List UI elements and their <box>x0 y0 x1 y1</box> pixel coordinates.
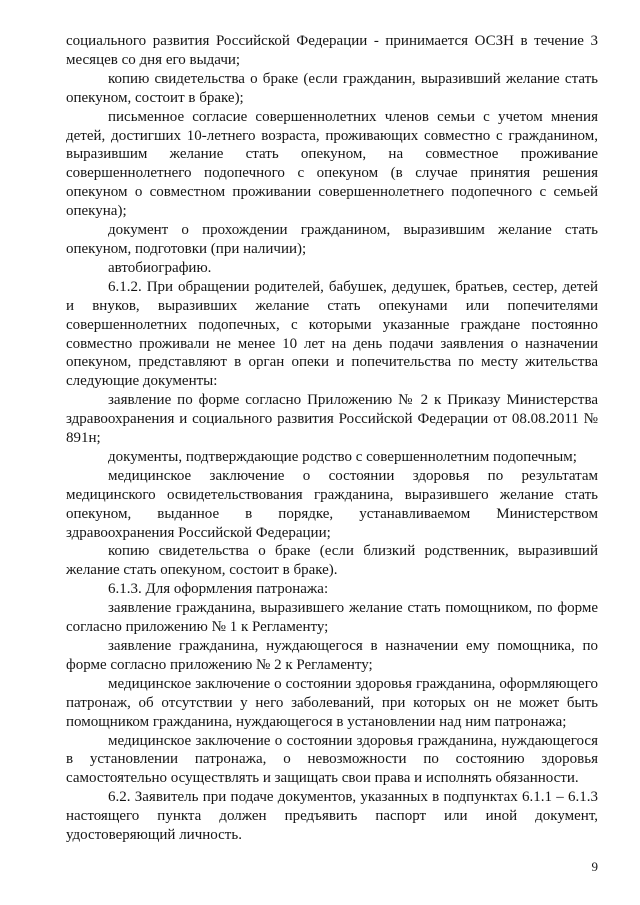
page-number: 9 <box>591 859 598 874</box>
paragraph-kinship-documents: документы, подтверждающие родство с совершеннолетним подопечным; <box>108 448 577 465</box>
paragraph-osszn-term: социального развития Российской Федерации - принимается ОСЗН в течение 3 месяцев со дня его выдачи; <box>66 33 598 68</box>
paragraph-relative-marriage-certificate: копию свидетельства о браке (если близкий родственник, выразивший желание стать опекуном, состоит в браке). <box>66 543 598 579</box>
paragraph-medical-certificate: медицинское заключение о состоянии здоровья по результатам медицинского освидетельствования гражданина, выразившего желание стать опекуном, выданное в порядке, устанавливаемом Министерством здравоохранения Российской Федерации; <box>66 467 598 541</box>
paragraph-family-consent: письменное согласие совершеннолетних членов семьи с учетом мнения детей, достигших 10-летнего возраста, проживающих совместно с гражданином, выразившим желание стать опекуном, на совместное проживание совершеннолетнего подопечного с опекуном (в случае принятия решения опекуном о совместном проживании совершеннолетнего подопечного с семьей опекуна); <box>66 108 598 220</box>
paragraph-ward-application: заявление гражданина, нуждающегося в назначении ему помощника, по форме согласно приложению № 2 к Регламенту; <box>66 638 598 673</box>
paragraph-training-document: документ о прохождении гражданином, выразившим желание стать опекуном, подготовки (при наличии); <box>66 222 598 257</box>
paragraph-marriage-certificate: копию свидетельства о браке (если гражданин, выразивший желание стать опекуном, состоит в браке); <box>66 70 598 106</box>
document-body <box>66 32 598 845</box>
paragraph-ward-medical: медицинское заключение о состоянии здоровья гражданина, нуждающегося в установлении патронажа, о невозможности по состоянию здоровья самостоятельно осуществлять и защищать свои права и исполнять обязанности. <box>66 732 598 787</box>
paragraph-6-1-2: 6.1.2. При обращении родителей, бабушек, дедушек, братьев, сестер, детей и внуков, выразивших желание стать опекунами или попечителями совершеннолетних подопечных, с которыми указанные граждане постоянно совместно проживали не менее 10 лет на день подачи заявления о назначении опекуном, представляют в орган опеки и попечительства по месту жительства следующие документы: <box>66 278 598 390</box>
paragraph-6-1-3: 6.1.3. Для оформления патронажа: <box>108 581 329 598</box>
paragraph-application-form-2: заявление по форме согласно Приложению № 2 к Приказу Министерства здравоохранения и социального развития Российской Федерации от 08.08.2011 № 891н; <box>66 392 598 447</box>
paragraph-6-2: 6.2. Заявитель при подаче документов, указанных в подпунктах 6.1.1 – 6.1.3 настоящего пункта должен предъявить паспорт или иной документ, удостоверяющий личность. <box>66 789 598 844</box>
paragraph-helper-application: заявление гражданина, выразившего желание стать помощником, по форме согласно приложению № 1 к Регламенту; <box>66 600 598 636</box>
paragraph-helper-medical: медицинское заключение о состоянии здоровья гражданина, оформляющего патронаж, об отсутствии у него заболеваний, при которых он не может быть помощником гражданина, нуждающегося в установлении над ним патронажа; <box>66 675 598 730</box>
paragraph-autobiography: автобиографию. <box>108 259 212 276</box>
